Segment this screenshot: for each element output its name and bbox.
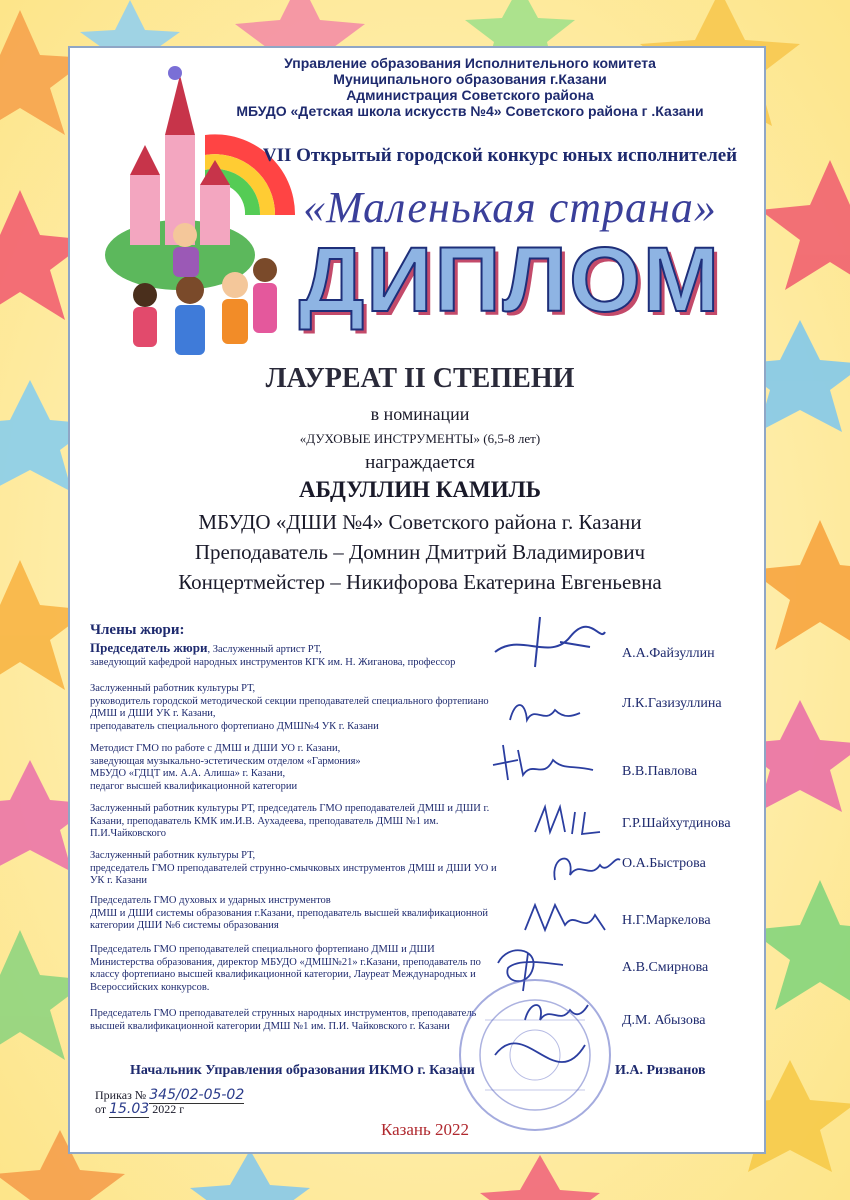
signature-markelova [520, 895, 610, 940]
recipient-name: АБДУЛЛИН КАМИЛЬ [299, 477, 541, 502]
document-title: ДИПЛОМ [298, 229, 722, 331]
awarded-text: награждается [365, 452, 475, 473]
chief-label: Начальник Управления образования ИКМО г. Казани [130, 1063, 475, 1078]
jury-member-desc: Заслуженный работник культуры РТ, председатель ГМО преподавателей ДМШ и ДШИ г. Казани, преподаватель КМК им.И.В. Аухадеева, преподаватель ДМШ №1 им. П.И.Чайковского [90, 803, 490, 839]
award-degree: ЛАУРЕАТ II СТЕПЕНИ [265, 363, 575, 394]
issuer-header [170, 55, 770, 119]
city-year: Казань 2022 [380, 1120, 470, 1139]
jury-member-name: В.В.Павлова [622, 764, 698, 779]
jury-member-name: Д.М. Абызова [622, 1013, 706, 1028]
header-line: Управление образования Исполнительного комитета [284, 55, 656, 71]
contest-name: «Маленькая страна» [303, 183, 717, 232]
header-line: Муниципального образования г.Казани [333, 71, 607, 87]
official-stamp [455, 975, 615, 1135]
jury-chair-label: Председатель жюри [90, 640, 208, 655]
order-number: 345/02-05-02 [149, 1087, 245, 1103]
header-line: МБУДО «Детская школа искусств №4» Советского района г .Казани [236, 103, 704, 119]
jury-member-desc: Председатель ГМО преподавателей струнных народных инструментов, преподаватель высшей квалификационной категории ДМШ №1 им. П.И. Чайковского г. Казани [90, 1008, 477, 1032]
jury-member-desc: Заслуженный работник культуры РТ, председатель ГМО преподавателей струнно-смычковых инструментов ДМШ и ДШИ УО и УК г. Казани [90, 850, 497, 886]
jury-member-name: Г.Р.Шайхутдинова [622, 816, 731, 831]
order-date: 15.03 [109, 1101, 150, 1117]
signature-pavlova [488, 740, 598, 785]
teacher-line: Преподаватель – Домнин Дмитрий Владимирович [194, 540, 646, 564]
jury-member-desc [90, 642, 500, 669]
jury-member-name: Л.К.Газизуллина [622, 696, 722, 711]
order-date-label: от [95, 1102, 107, 1116]
jury-member-desc: Председатель ГМО духовых и ударных инструментов ДМШ и ДШИ системы образования г.Казани, преподаватель высшей квалификационной категории ДШИ №6 системы образования [90, 895, 489, 931]
jury-member-desc: Заслуженный работник культуры РТ, руководитель городской методической секции преподавателей специального фортепиано ДМШ и ДШИ УК г. Казани, преподаватель специального фортепиано ДМШ№4 УК г. Казани [90, 683, 489, 732]
jury-member-desc: Методист ГМО по работе с ДМШ и ДШИ УО г. Казани, заведующая музыкально-эстетическим отделом «Гармония» МБУДО «ГДЦТ им. А.А. Алиша» г. Казани, педагог высшей квалификационной категории [90, 743, 361, 792]
jury-desc-text: , Заслуженный артист РТ, заведующий кафедрой народных инструментов КГК им. Н. Жиганова, профессор [90, 644, 456, 668]
nomination-intro: в номинации [370, 404, 470, 424]
order-year: 2022 г [152, 1102, 185, 1116]
jury-member-name: Н.Г.Маркелова [622, 913, 711, 928]
recipient-school: МБУДО «ДШИ №4» Советского района г. Казани [198, 510, 642, 534]
nomination-name: «ДУХОВЫЕ ИНСТРУМЕНТЫ» (6,5-8 лет) [299, 431, 541, 446]
jury-member-name: А.А.Файзуллин [622, 646, 715, 661]
jury-member-desc: Председатель ГМО преподавателей специального фортепиано ДМШ и ДШИ Министерства образования, директор МБУДО «ДМШ№21» г.Казани, преподаватель по классу фортепиано высшей квалификационной категории, Лауреат Международных и Всероссийских конкурсов. [90, 944, 481, 993]
accompanist-line: Концертмейстер – Никифорова Екатерина Евгеньевна [178, 570, 662, 594]
order-label: Приказ № [95, 1088, 147, 1102]
order-block [95, 1088, 244, 1116]
contest-title: VII Открытый городской конкурс юных исполнителей [262, 145, 738, 166]
signature-faizullin [490, 612, 610, 672]
jury-title: Члены жюри: [90, 622, 185, 638]
signature-shaikhutdinova [530, 802, 605, 842]
header-line: Администрация Советского района [346, 87, 594, 103]
signature-bystrova [545, 845, 625, 890]
signature-gazizullina [505, 695, 585, 730]
chief-name: И.А. Ризванов [615, 1063, 706, 1078]
jury-member-name: А.В.Смирнова [622, 960, 709, 975]
jury-member-name: О.А.Быстрова [622, 856, 706, 871]
